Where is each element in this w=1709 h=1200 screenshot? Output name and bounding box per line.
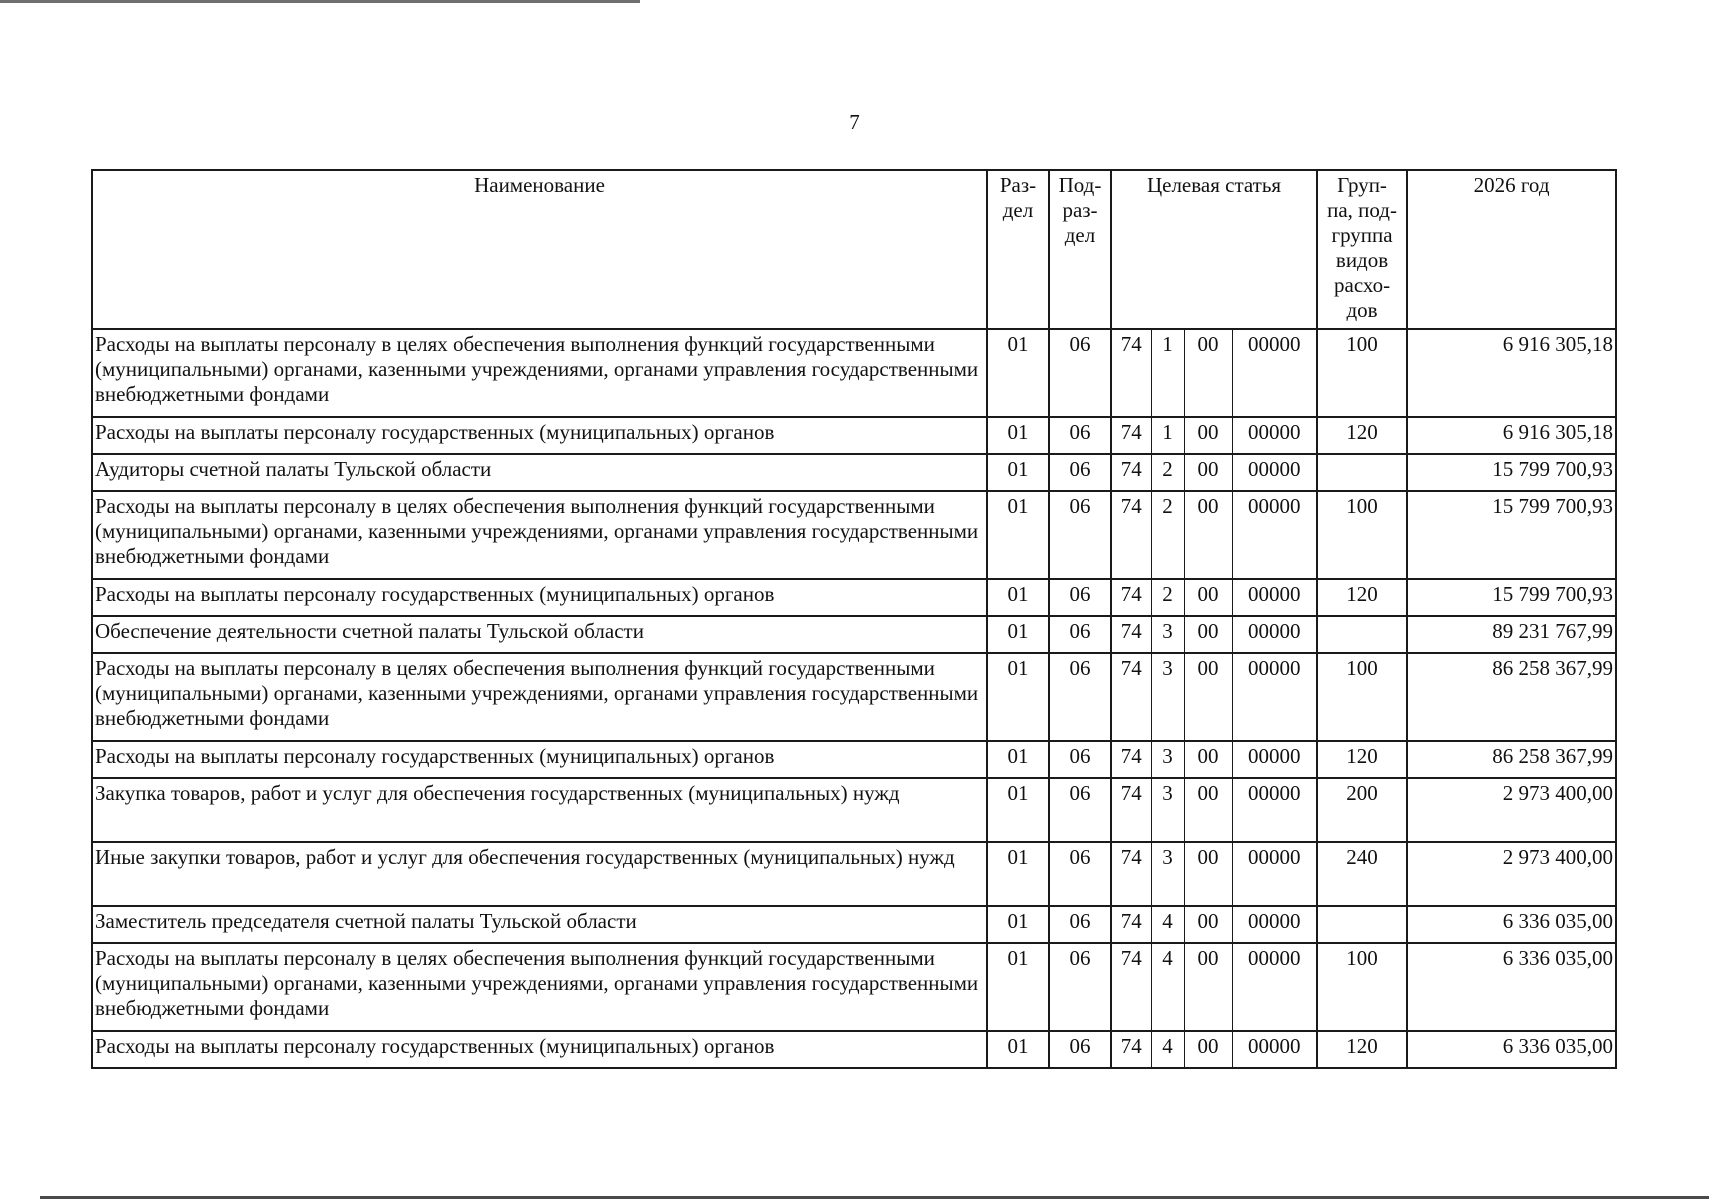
cell-target-main-event: 00 <box>1184 778 1232 842</box>
cell-target-program: 74 <box>1111 579 1151 616</box>
cell-target-main-event: 00 <box>1184 579 1232 616</box>
cell-target-direction: 00000 <box>1232 778 1317 842</box>
cell-expense-group: 100 <box>1317 491 1407 579</box>
cell-target-subprogram: 3 <box>1151 778 1184 842</box>
cell-target-direction: 00000 <box>1232 454 1317 491</box>
cell-expense-group <box>1317 454 1407 491</box>
cell-subsection: 06 <box>1049 943 1111 1031</box>
cell-subsection: 06 <box>1049 741 1111 778</box>
table-row <box>92 579 1616 616</box>
cell-expense-group: 100 <box>1317 329 1407 417</box>
cell-target-direction: 00000 <box>1232 943 1317 1031</box>
cell-target-subprogram: 2 <box>1151 579 1184 616</box>
cell-subsection: 06 <box>1049 906 1111 943</box>
cell-name: Расходы на выплаты персоналу в целях обеспечения выполнения функций государственными (муниципальными) органами, казенными учреждениями, органами управления государственными внебюджетными фондами <box>92 653 987 741</box>
header-subsection: Под- раз- дел <box>1049 170 1111 329</box>
cell-target-program: 74 <box>1111 906 1151 943</box>
cell-target-subprogram: 3 <box>1151 842 1184 906</box>
header-target-article: Целевая статья <box>1111 170 1317 329</box>
cell-subsection: 06 <box>1049 491 1111 579</box>
cell-expense-group: 240 <box>1317 842 1407 906</box>
cell-name: Расходы на выплаты персоналу государственных (муниципальных) органов <box>92 579 987 616</box>
header-section: Раз- дел <box>987 170 1049 329</box>
cell-target-subprogram: 3 <box>1151 741 1184 778</box>
cell-subsection: 06 <box>1049 653 1111 741</box>
table-row <box>92 329 1616 417</box>
cell-amount-2026: 6 336 035,00 <box>1407 1031 1616 1068</box>
cell-section: 01 <box>987 1031 1049 1068</box>
cell-amount-2026: 15 799 700,93 <box>1407 454 1616 491</box>
cell-target-main-event: 00 <box>1184 491 1232 579</box>
cell-target-direction: 00000 <box>1232 906 1317 943</box>
cell-name: Расходы на выплаты персоналу в целях обеспечения выполнения функций государственными (муниципальными) органами, казенными учреждениями, органами управления государственными внебюджетными фондами <box>92 943 987 1031</box>
cell-target-direction: 00000 <box>1232 579 1317 616</box>
cell-amount-2026: 89 231 767,99 <box>1407 616 1616 653</box>
header-year-2026: 2026 год <box>1407 170 1616 329</box>
cell-amount-2026: 6 916 305,18 <box>1407 329 1616 417</box>
cell-subsection: 06 <box>1049 616 1111 653</box>
cell-section: 01 <box>987 579 1049 616</box>
cell-target-program: 74 <box>1111 943 1151 1031</box>
cell-subsection: 06 <box>1049 454 1111 491</box>
cell-name: Обеспечение деятельности счетной палаты Тульской области <box>92 616 987 653</box>
cell-target-main-event: 00 <box>1184 943 1232 1031</box>
header-expense-group: Груп- па, под- группа видов расхо- дов <box>1317 170 1407 329</box>
cell-section: 01 <box>987 778 1049 842</box>
cell-target-direction: 00000 <box>1232 653 1317 741</box>
cell-amount-2026: 6 916 305,18 <box>1407 417 1616 454</box>
cell-target-program: 74 <box>1111 491 1151 579</box>
scan-edge-bottom <box>40 1196 1709 1199</box>
table-row <box>92 616 1616 653</box>
table-row <box>92 741 1616 778</box>
table-row <box>92 842 1616 906</box>
cell-target-program: 74 <box>1111 616 1151 653</box>
cell-amount-2026: 86 258 367,99 <box>1407 741 1616 778</box>
cell-target-main-event: 00 <box>1184 329 1232 417</box>
cell-section: 01 <box>987 653 1049 741</box>
cell-subsection: 06 <box>1049 1031 1111 1068</box>
cell-target-subprogram: 1 <box>1151 417 1184 454</box>
cell-name: Расходы на выплаты персоналу в целях обеспечения выполнения функций государственными (муниципальными) органами, казенными учреждениями, органами управления государственными внебюджетными фондами <box>92 329 987 417</box>
cell-target-direction: 00000 <box>1232 491 1317 579</box>
cell-target-subprogram: 4 <box>1151 1031 1184 1068</box>
cell-name: Расходы на выплаты персоналу государственных (муниципальных) органов <box>92 741 987 778</box>
cell-target-program: 74 <box>1111 842 1151 906</box>
cell-target-direction: 00000 <box>1232 741 1317 778</box>
cell-target-program: 74 <box>1111 653 1151 741</box>
cell-amount-2026: 15 799 700,93 <box>1407 579 1616 616</box>
cell-target-direction: 00000 <box>1232 1031 1317 1068</box>
cell-amount-2026: 15 799 700,93 <box>1407 491 1616 579</box>
cell-amount-2026: 6 336 035,00 <box>1407 906 1616 943</box>
cell-target-program: 74 <box>1111 454 1151 491</box>
cell-section: 01 <box>987 491 1049 579</box>
page-number: 7 <box>849 110 860 134</box>
cell-expense-group: 120 <box>1317 579 1407 616</box>
cell-target-program: 74 <box>1111 1031 1151 1068</box>
cell-target-subprogram: 1 <box>1151 329 1184 417</box>
cell-target-main-event: 00 <box>1184 741 1232 778</box>
cell-section: 01 <box>987 329 1049 417</box>
cell-target-subprogram: 2 <box>1151 491 1184 579</box>
cell-target-subprogram: 4 <box>1151 906 1184 943</box>
table-row <box>92 491 1616 579</box>
cell-amount-2026: 2 973 400,00 <box>1407 842 1616 906</box>
cell-target-main-event: 00 <box>1184 653 1232 741</box>
cell-subsection: 06 <box>1049 579 1111 616</box>
cell-target-program: 74 <box>1111 417 1151 454</box>
cell-target-main-event: 00 <box>1184 842 1232 906</box>
cell-amount-2026: 86 258 367,99 <box>1407 653 1616 741</box>
cell-subsection: 06 <box>1049 842 1111 906</box>
cell-section: 01 <box>987 842 1049 906</box>
scan-edge-top <box>0 0 640 3</box>
cell-target-main-event: 00 <box>1184 454 1232 491</box>
cell-subsection: 06 <box>1049 778 1111 842</box>
header-name: Наименование <box>92 170 987 329</box>
cell-expense-group: 100 <box>1317 943 1407 1031</box>
cell-section: 01 <box>987 417 1049 454</box>
cell-name: Иные закупки товаров, работ и услуг для обеспечения государственных (муниципальных) нужд <box>92 842 987 906</box>
table-row <box>92 943 1616 1031</box>
cell-target-main-event: 00 <box>1184 417 1232 454</box>
cell-target-subprogram: 3 <box>1151 616 1184 653</box>
cell-target-main-event: 00 <box>1184 906 1232 943</box>
cell-target-program: 74 <box>1111 778 1151 842</box>
cell-name: Заместитель председателя счетной палаты Тульской области <box>92 906 987 943</box>
cell-section: 01 <box>987 616 1049 653</box>
cell-expense-group <box>1317 616 1407 653</box>
cell-amount-2026: 6 336 035,00 <box>1407 943 1616 1031</box>
cell-target-main-event: 00 <box>1184 1031 1232 1068</box>
table-row <box>92 778 1616 842</box>
cell-section: 01 <box>987 943 1049 1031</box>
cell-expense-group: 120 <box>1317 741 1407 778</box>
cell-target-subprogram: 3 <box>1151 653 1184 741</box>
cell-expense-group: 100 <box>1317 653 1407 741</box>
cell-name: Закупка товаров, работ и услуг для обеспечения государственных (муниципальных) нужд <box>92 778 987 842</box>
cell-expense-group <box>1317 906 1407 943</box>
table-body <box>92 329 1616 1068</box>
cell-name: Аудиторы счетной палаты Тульской области <box>92 454 987 491</box>
cell-section: 01 <box>987 741 1049 778</box>
table-row <box>92 454 1616 491</box>
cell-target-direction: 00000 <box>1232 417 1317 454</box>
cell-name: Расходы на выплаты персоналу в целях обеспечения выполнения функций государственными (муниципальными) органами, казенными учреждениями, органами управления государственными внебюджетными фондами <box>92 491 987 579</box>
cell-name: Расходы на выплаты персоналу государственных (муниципальных) органов <box>92 1031 987 1068</box>
cell-target-program: 74 <box>1111 741 1151 778</box>
cell-subsection: 06 <box>1049 417 1111 454</box>
cell-name: Расходы на выплаты персоналу государственных (муниципальных) органов <box>92 417 987 454</box>
budget-table <box>91 169 1617 1069</box>
table-row <box>92 1031 1616 1068</box>
table-row <box>92 906 1616 943</box>
cell-subsection: 06 <box>1049 329 1111 417</box>
cell-section: 01 <box>987 454 1049 491</box>
cell-target-subprogram: 2 <box>1151 454 1184 491</box>
cell-expense-group: 120 <box>1317 1031 1407 1068</box>
cell-target-direction: 00000 <box>1232 842 1317 906</box>
table-row <box>92 417 1616 454</box>
cell-target-program: 74 <box>1111 329 1151 417</box>
cell-amount-2026: 2 973 400,00 <box>1407 778 1616 842</box>
cell-expense-group: 120 <box>1317 417 1407 454</box>
cell-target-direction: 00000 <box>1232 329 1317 417</box>
table-row <box>92 653 1616 741</box>
cell-expense-group: 200 <box>1317 778 1407 842</box>
table-header-row <box>92 170 1616 329</box>
cell-target-main-event: 00 <box>1184 616 1232 653</box>
cell-target-subprogram: 4 <box>1151 943 1184 1031</box>
cell-section: 01 <box>987 906 1049 943</box>
cell-target-direction: 00000 <box>1232 616 1317 653</box>
